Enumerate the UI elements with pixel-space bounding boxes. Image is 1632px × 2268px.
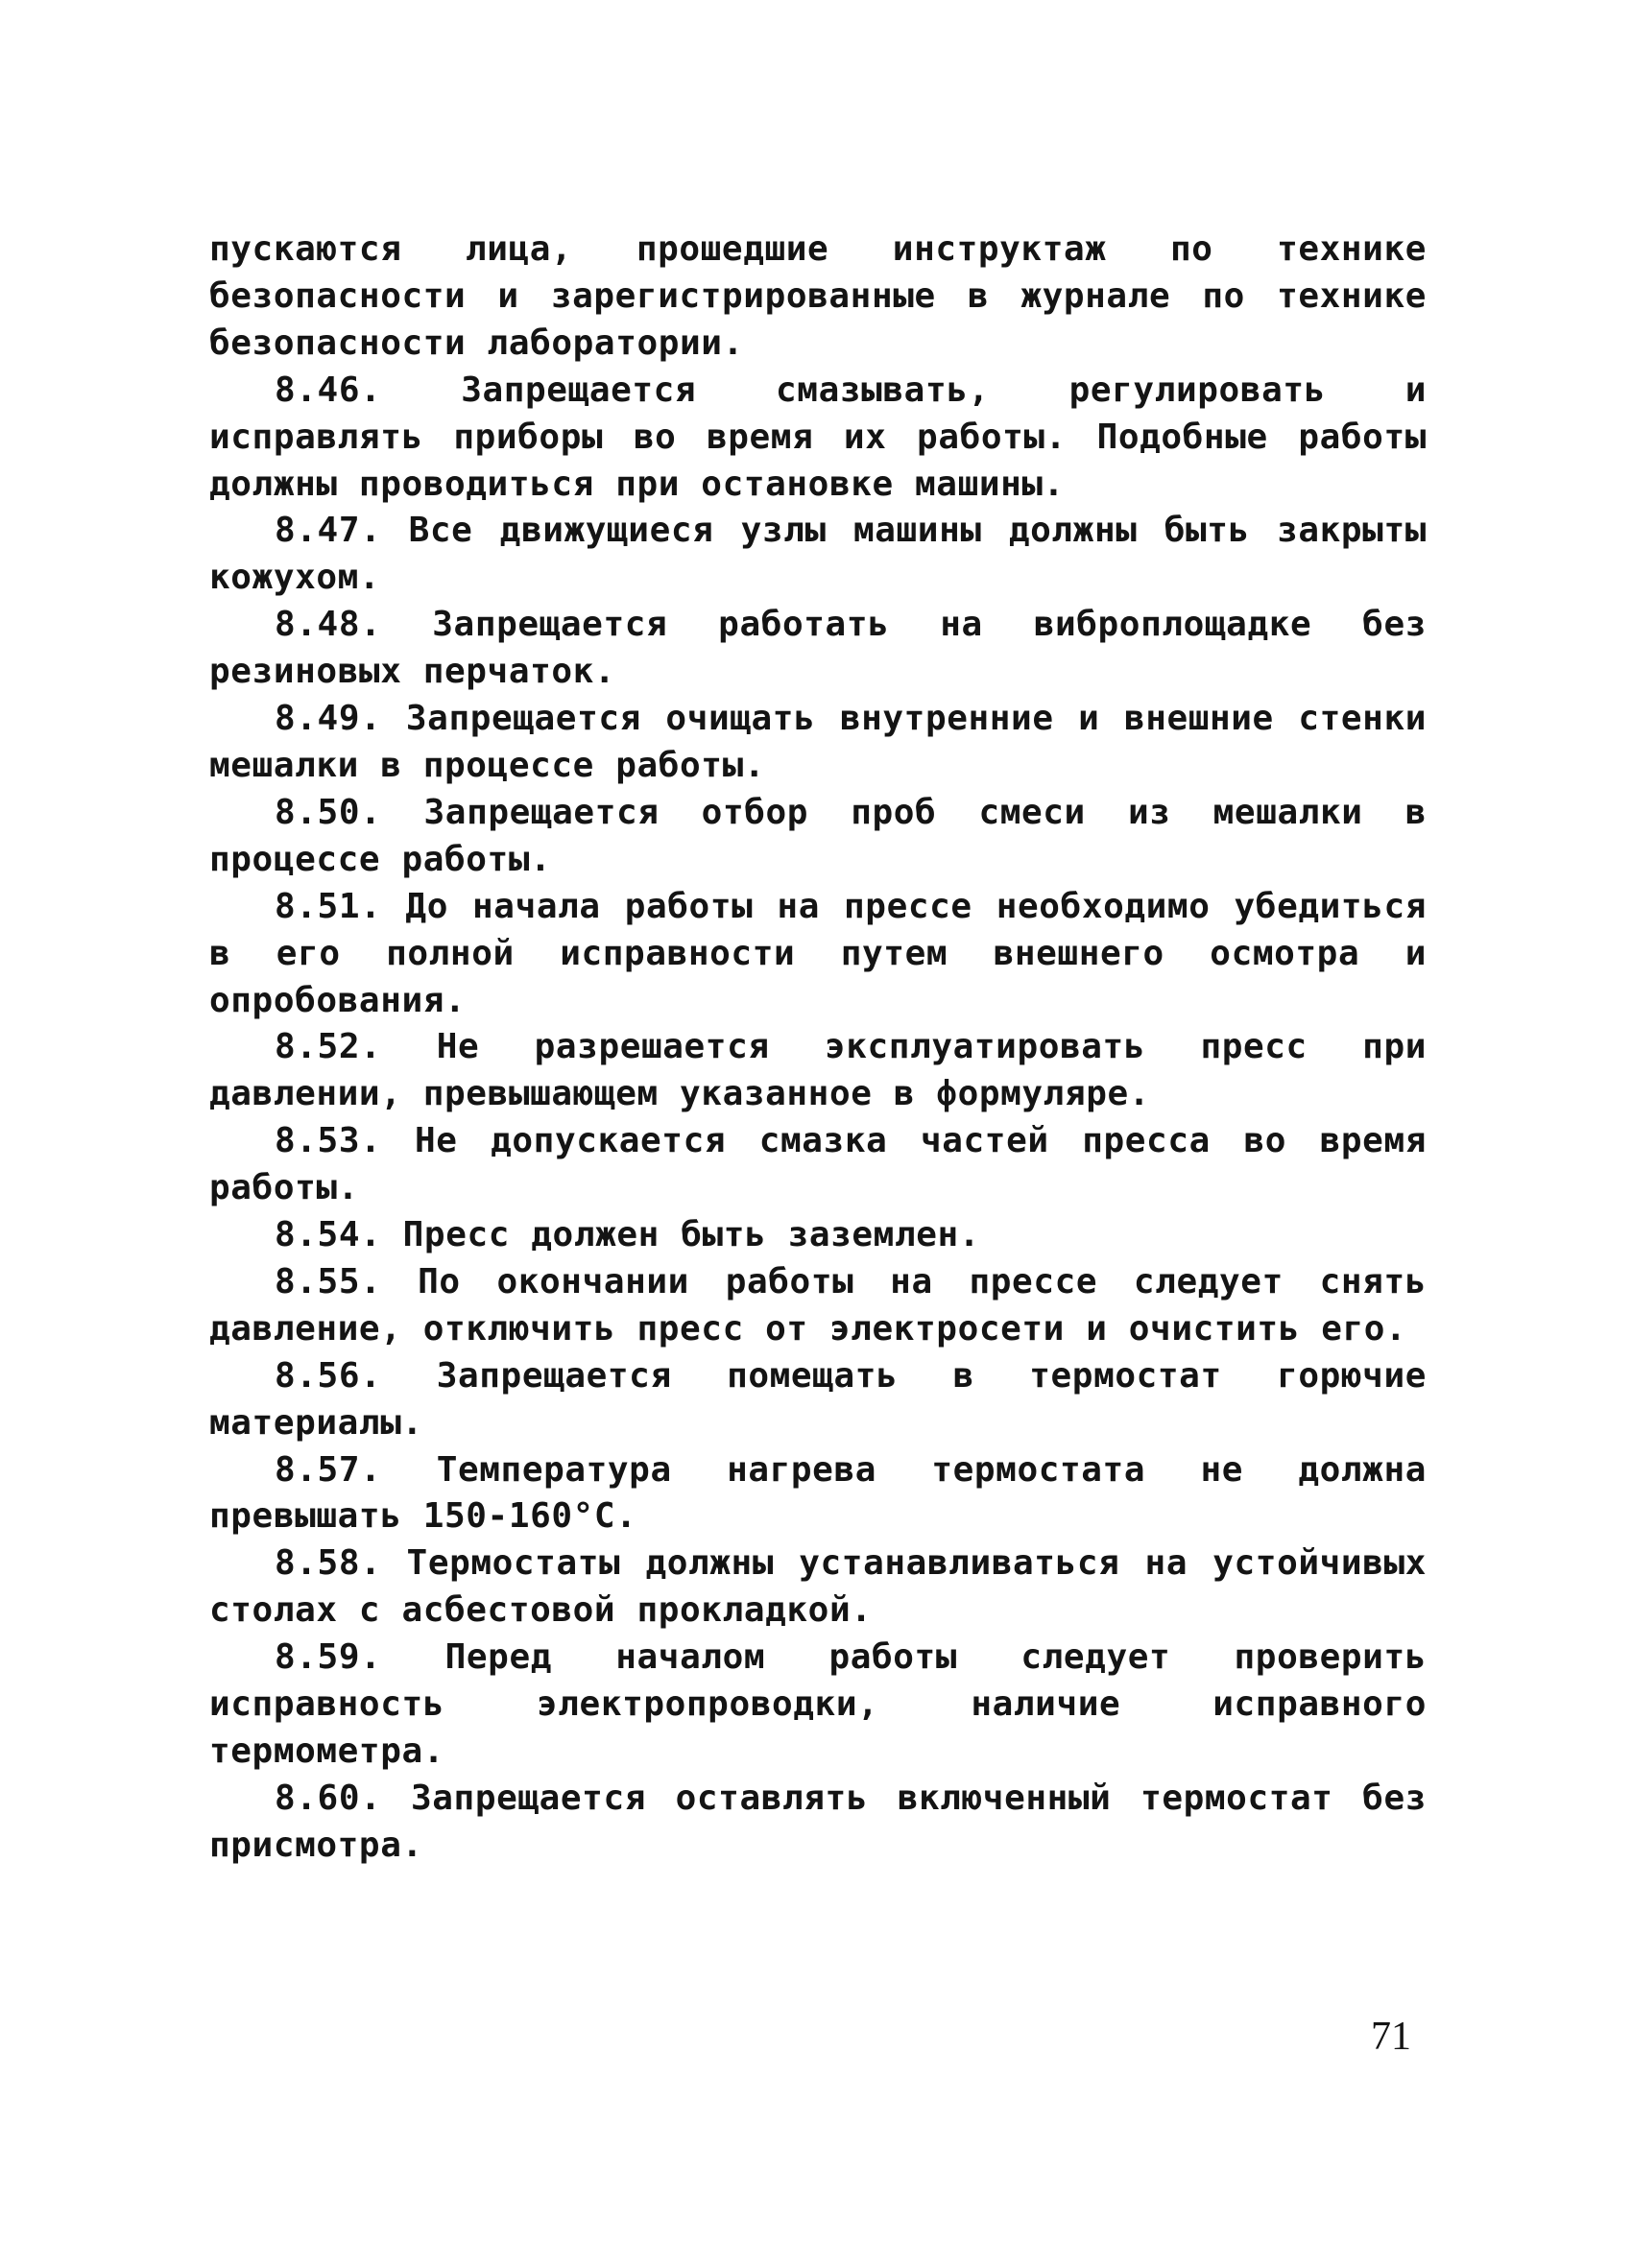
paragraph-8-49: 8.49. Запрещается очищать внутренние и внешние стенки мешалки в процессе работы. — [209, 699, 1427, 785]
paragraph-8-56: 8.56. Запрещается помещать в термостат горючие материалы. — [209, 1355, 1427, 1443]
paragraph-8-47: 8.47. Все движущиеся узлы машины должны быть закрыты кожухом. — [209, 511, 1427, 598]
page-number: 71 — [1371, 2015, 1411, 2059]
paragraph-continuation: пускаются лица, прошедшие инструктаж по технике безопасности и зарегистрированные в журнале по технике безопасности лаборатории. — [209, 229, 1427, 363]
paragraph-8-55: 8.55. По окончании работы на прессе следует снять давление, отключить пресс от электросети и очистить его. — [209, 1261, 1427, 1349]
paragraph-8-53: 8.53. Не допускается смазка частей пресса во время работы. — [209, 1121, 1427, 1208]
body-text — [209, 227, 1427, 1870]
paragraph-8-58: 8.58. Термостаты должны устанавливаться на устойчивых столах с асбестовой прокладкой. — [209, 1543, 1427, 1631]
paragraph-8-59: 8.59. Перед началом работы следует проверить исправность электропроводки, наличие исправного термометра. — [209, 1637, 1427, 1771]
paragraph-8-46: 8.46. Запрещается смазывать, регулировать и исправлять приборы во время их работы. Подобные работы должны проводиться при остановке машины. — [209, 370, 1427, 504]
paragraph-8-60: 8.60. Запрещается оставлять включенный термостат без присмотра. — [209, 1778, 1427, 1865]
paragraph-8-48: 8.48. Запрещается работать на виброплощадке без резиновых перчаток. — [209, 605, 1427, 692]
paragraph-8-52: 8.52. Не разрешается эксплуатировать пресс при давлении, превышающем указанное в формуляре. — [209, 1027, 1427, 1114]
paragraph-8-51: 8.51. До начала работы на прессе необходимо убедиться в его полной исправности путем внешнего осмотра и опробования. — [209, 886, 1427, 1020]
paragraph-8-54: 8.54. Пресс должен быть заземлен. — [275, 1215, 981, 1255]
paragraph-8-57: 8.57. Температура нагрева термостата не должна превышать 150-160°С. — [209, 1449, 1427, 1537]
paragraph-8-50: 8.50. Запрещается отбор проб смеси из мешалки в процессе работы. — [209, 792, 1427, 879]
